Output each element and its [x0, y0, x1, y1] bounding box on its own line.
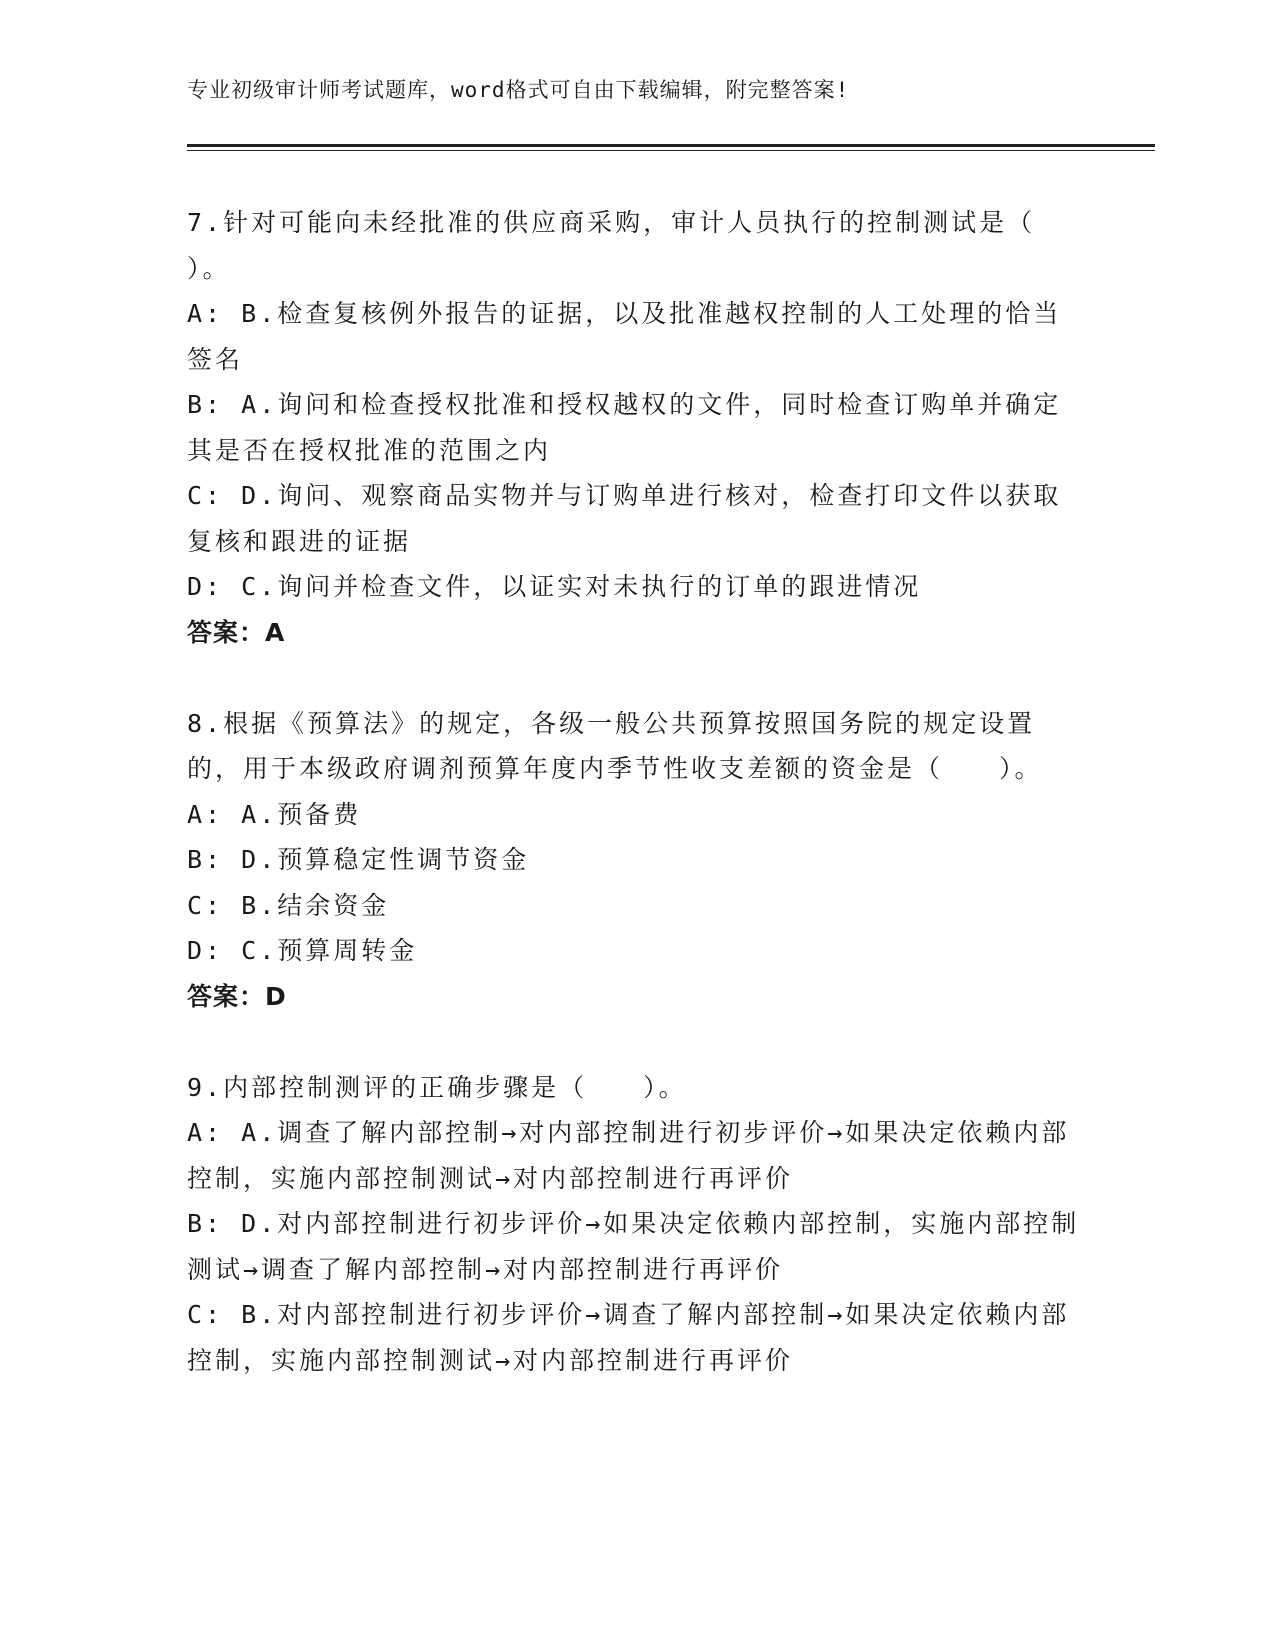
option-b: B: D.预算稳定性调节资金	[187, 845, 530, 874]
question-9	[187, 1065, 1087, 1384]
option-c: C: B.对内部控制进行初步评价→调查了解内部控制→如果决定依赖内部控制，实施内部控制测试→对内部控制进行再评价	[187, 1300, 1070, 1375]
option-d: D: C.预算周转金	[187, 936, 418, 965]
option-b: B: A.询问和检查授权批准和授权越权的文件，同时检查订购单并确定其是否在授权批准的范围之内	[187, 390, 1062, 465]
question-7	[187, 200, 1092, 655]
option-d: D: C.询问并检查文件，以证实对未执行的订单的跟进情况	[187, 572, 922, 601]
option-c: C: B.结余资金	[187, 890, 390, 920]
option-a: A: A.调查了解内部控制→对内部控制进行初步评价→如果决定依赖内部控制，实施内部控制测试→对内部控制进行再评价	[187, 1118, 1070, 1193]
question-stem: 9.内部控制测评的正确步骤是（ ）。	[187, 1072, 687, 1102]
question-stem: 7.针对可能向未经批准的供应商采购，审计人员执行的控制测试是（ ）。	[187, 208, 1092, 283]
option-b: B: D.对内部控制进行初步评价→如果决定依赖内部控制，实施内部控制测试→调查了解内部控制→对内部控制进行再评价	[187, 1209, 1080, 1284]
header-rule-thick	[187, 144, 1155, 147]
option-a: A: A.预备费	[187, 799, 362, 829]
question-list	[187, 200, 1092, 1429]
page-header: 专业初级审计师考试题库，word格式可自由下载编辑，附完整答案!	[187, 78, 850, 102]
header-rule-thin	[187, 150, 1155, 151]
answer-label: 答案：A	[187, 617, 286, 647]
answer-label: 答案：D	[187, 981, 287, 1011]
option-a: A: B.检查复核例外报告的证据，以及批准越权控制的人工处理的恰当签名	[187, 299, 1062, 374]
question-stem: 8.根据《预算法》的规定，各级一般公共预算按照国务院的规定设置的，用于本级政府调剂预算年度内季节性收支差额的资金是（ ）。	[187, 708, 1043, 783]
question-8	[187, 701, 1087, 1020]
option-c: C: D.询问、观察商品实物并与订购单进行核对，检查打印文件以获取复核和跟进的证据	[187, 481, 1062, 556]
